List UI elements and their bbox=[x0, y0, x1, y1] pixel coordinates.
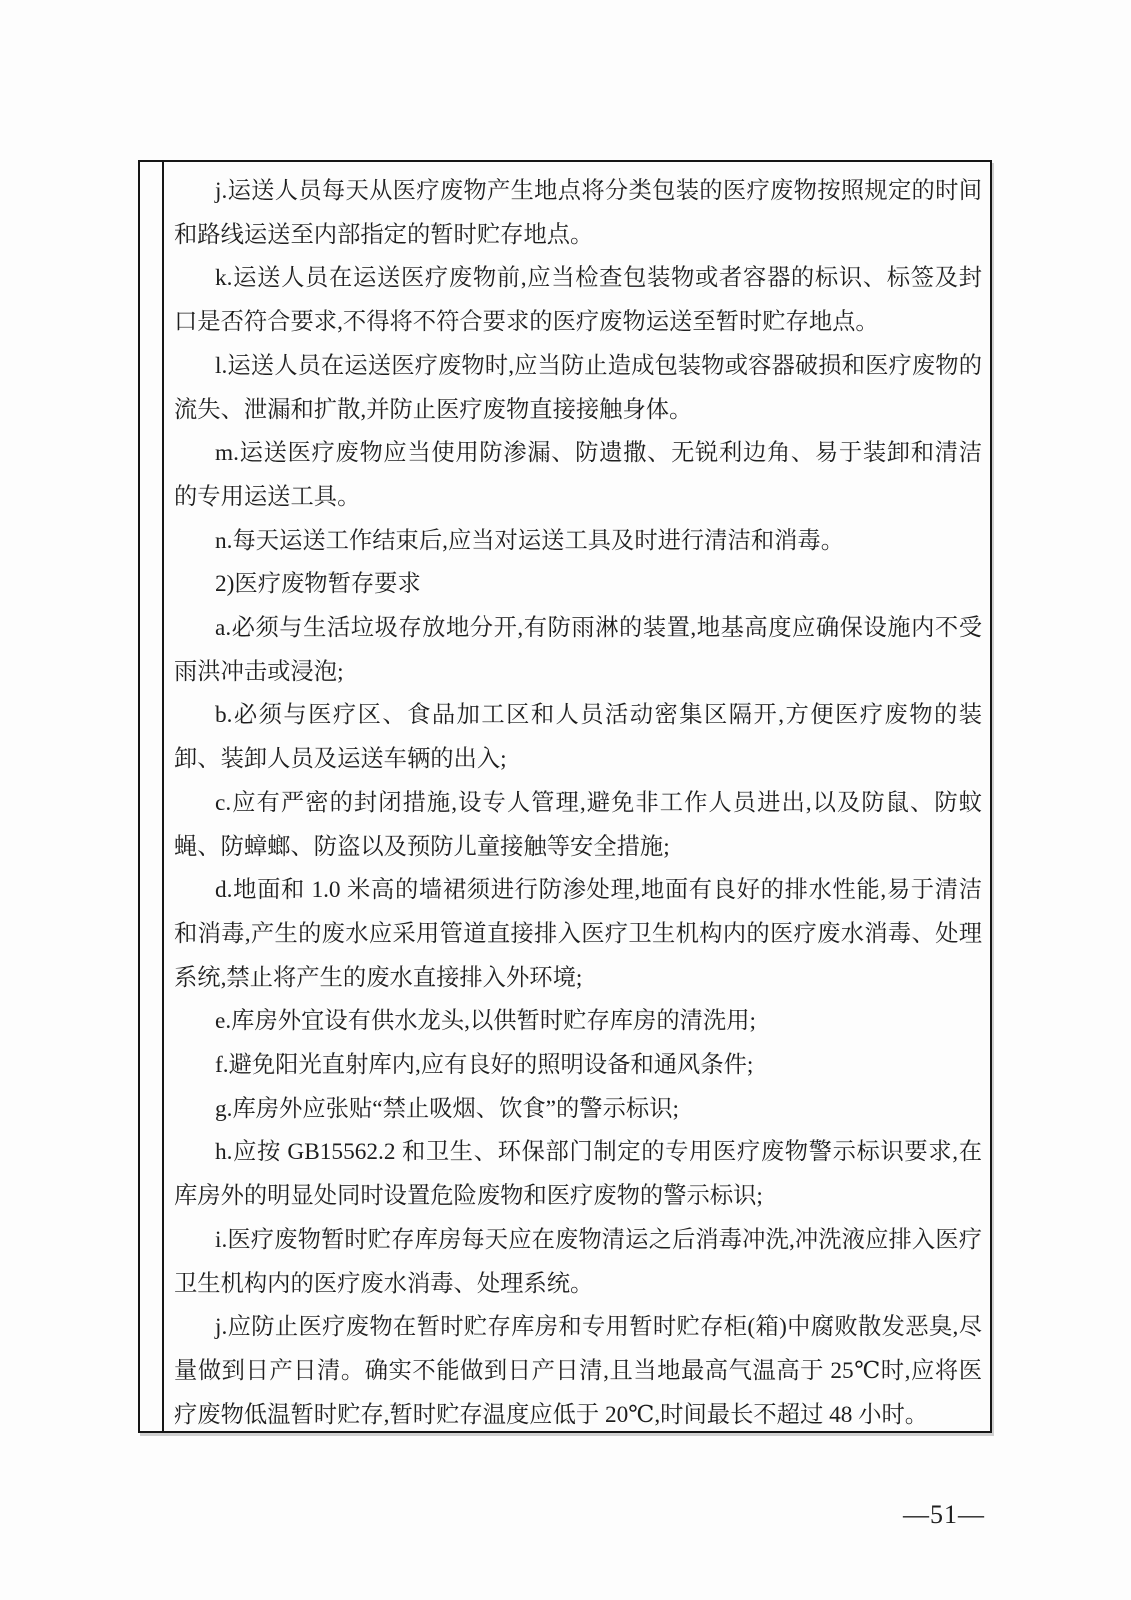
paragraph: m.运送医疗废物应当使用防渗漏、防遗撒、无锐利边角、易于装卸和清洁的专用运送工具。 bbox=[174, 440, 982, 510]
paragraph: c.应有严密的封闭措施,设专人管理,避免非工作人员进出,以及防鼠、防蚊蝇、防蟑螂、防盗以及预防儿童接触等安全措施; bbox=[174, 789, 982, 860]
paragraph: b.必须与医疗区、食品加工区和人员活动密集区隔开,方便医疗废物的装卸、装卸人员及运送车辆的出入; bbox=[174, 702, 982, 773]
content-table bbox=[138, 160, 992, 1433]
paragraph: i.医疗废物暂时贮存库房每天应在废物清运之后消毒冲洗,冲洗液应排入医疗卫生机构内的医疗废水消毒、处理系统。 bbox=[174, 1226, 982, 1297]
paragraph: n.每天运送工作结束后,应当对运送工具及时进行清洁和消毒。 bbox=[215, 527, 845, 554]
paragraph: f.避免阳光直射库内,应有良好的照明设备和通风条件; bbox=[215, 1052, 754, 1079]
table-left-empty-column bbox=[140, 162, 164, 1431]
paragraph: e.库房外宜设有供水龙头,以供暂时贮存库房的清洗用; bbox=[215, 1008, 756, 1035]
paragraph: g.库房外应张贴“禁止吸烟、饮食”的警示标识; bbox=[215, 1095, 679, 1122]
table-content-cell bbox=[164, 162, 990, 1431]
paragraph: d.地面和 1.0 米高的墙裙须进行防渗处理,地面有良好的排水性能,易于清洁和消毒,产生的废水应采用管道直接排入医疗卫生机构内的医疗废水消毒、处理系统,禁止将产生的废水直接排入外环境; bbox=[174, 877, 982, 991]
paragraph: k.运送人员在运送医疗废物前,应当检查包装物或者容器的标识、标签及封口是否符合要求,不得将不符合要求的医疗废物运送至暂时贮存地点。 bbox=[174, 265, 982, 336]
section-heading: 2)医疗废物暂存要求 bbox=[215, 571, 421, 598]
paragraph: j.运送人员每天从医疗废物产生地点将分类包装的医疗废物按照规定的时间和路线运送至内部指定的暂时贮存地点。 bbox=[174, 178, 982, 248]
paragraph: j.应防止医疗废物在暂时贮存库房和专用暂时贮存柜(箱)中腐败散发恶臭,尽量做到日产日清。确实不能做到日产日清,且当地最高气温高于 25℃时,应将医疗废物低温暂时贮存,暂时贮存温度应低于 20℃,时间最长不超过 48 小时。 bbox=[174, 1314, 982, 1428]
page-number: —51— bbox=[903, 1500, 985, 1529]
paragraph: l.运送人员在运送医疗废物时,应当防止造成包装物或容器破损和医疗废物的流失、泄漏和扩散,并防止医疗废物直接接触身体。 bbox=[174, 352, 982, 423]
paragraph: a.必须与生活垃圾存放地分开,有防雨淋的装置,地基高度应确保设施内不受雨洪冲击或浸泡; bbox=[174, 615, 982, 685]
paragraph: h.应按 GB15562.2 和卫生、环保部门制定的专用医疗废物警示标识要求,在库房外的明显处同时设置危险废物和医疗废物的警示标识; bbox=[174, 1139, 982, 1210]
